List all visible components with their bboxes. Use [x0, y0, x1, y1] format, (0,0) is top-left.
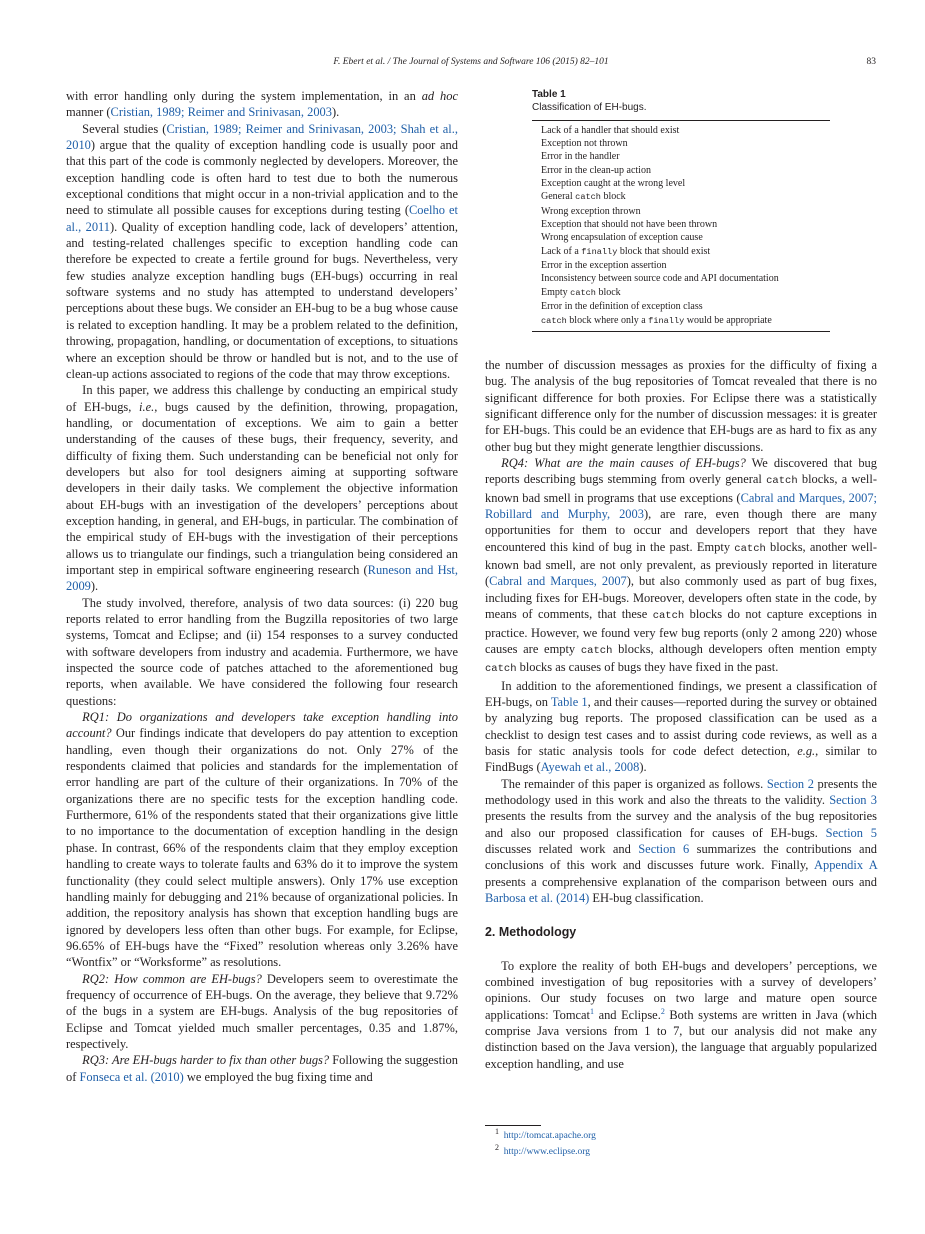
section-link[interactable]: Section 2	[766, 776, 814, 791]
cell-code: catch	[575, 192, 601, 203]
paragraph-this-paper	[66, 382, 458, 594]
text: summarizes the contributions and conclusions of this work and discusses future work. Finally,	[485, 841, 878, 873]
cell-text: block that should exist	[617, 245, 711, 257]
citation-link[interactable]: Barbosa et al. (2014)	[485, 891, 590, 905]
table-row	[541, 231, 830, 244]
citation-link[interactable]: Coelho et al., 2011	[66, 203, 458, 234]
text: discusses related work and	[485, 841, 639, 856]
research-question: RQ3: Are EH-bugs harder to fix than other bugs?	[82, 1053, 330, 1068]
paragraph-related-studies	[66, 121, 458, 383]
text: ), are rare, even though there are many opportunities for them to occur and developers report that they have encountered this kind of bug in the past. Empty	[485, 507, 877, 554]
table-row	[541, 205, 830, 218]
cell-text: Wrong exception thrown	[541, 205, 641, 217]
cell-code: finally	[648, 315, 685, 326]
citation-link[interactable]: Cristian, 1989; Reimer and Srinivasan, 2003; Shah et al., 2010	[66, 121, 458, 153]
cell-text: Exception that should not have been thrown	[541, 219, 718, 231]
section-link[interactable]: Section 3	[829, 792, 877, 807]
table-row	[541, 177, 830, 190]
text: Following the suggestion of	[66, 1053, 458, 1084]
cell-text: Exception caught at the wrong level	[541, 178, 686, 190]
text: presents the methodology used in this work and also the threats to the validity.	[485, 776, 877, 807]
paragraph-rq3-continued: the number of discussion messages as proxies for the difficulty of fixing a bug. The analysis of the bug repositories of Tomcat revealed that there is no significant difference for both proxies. For Eclipse there was a statistically significant difference only for the number of discussion messages: it is greater for EH-bugs. This could be an evidence that EH-bugs are as hard to fix as any other bug but they might generate lengthier discussions.	[485, 358, 877, 454]
text: Developers seem to overestimate the frequency of occurrence of EH-bugs. On the average, they believe that 9.72% of the bugs in a system are EH-bugs. Analysis of the bug repositories of Eclipse and Tomcat yielded much smaller percentages, 0.35 and 1.87%, respectively.	[66, 971, 458, 1051]
section-link[interactable]: Section 6	[638, 841, 690, 856]
footnote-number: 1	[495, 1126, 499, 1136]
cell-text: block where only a	[566, 314, 649, 326]
footnote-ref[interactable]: 2	[660, 1006, 665, 1016]
footnote-ref[interactable]: 1	[590, 1006, 595, 1016]
cell-text: Error in the exception assertion	[541, 260, 667, 272]
cell-text: block	[600, 191, 626, 203]
footnote	[485, 1142, 877, 1161]
cell-code: finally	[581, 246, 618, 257]
table-row	[541, 124, 830, 137]
text: and Eclipse.	[594, 1007, 661, 1022]
citation-link[interactable]: Cabral and Marques, 2007	[489, 574, 627, 589]
inline-code: catch	[580, 644, 613, 657]
cell-text: Lack of a	[541, 245, 582, 257]
text: In this paper, we address this challenge by conducting an empirical study of EH-bugs,	[66, 383, 458, 414]
text: ).	[639, 760, 647, 775]
research-question: RQ4: What are the main causes of EH-bugs?	[501, 456, 746, 471]
cell-text: General	[541, 191, 576, 203]
table-row	[541, 164, 830, 177]
text: ) argue that the quality of exception handling code is usually poor and that this part of the code is commonly neglected by developers. Moreover, the exception handling code is often hard to test due to both the numerous exceptional conditions that might occur in a non-trivial application and to the need to stimulate all possible causes for exceptions during testing (	[66, 138, 458, 218]
text: , and their causes—reported during the survey or obtained by analyzing bug reports. The proposed classification can be used as a checklist to design test cases and to assist during code reviews, as well as a basis for static analysis tools for code defect detection,	[485, 694, 877, 758]
text: The remainder of this paper is organized as follows.	[501, 776, 767, 791]
table-rows	[532, 124, 830, 328]
text: We discovered that bug reports describing bugs stemming from overly general	[485, 456, 877, 487]
citation-link[interactable]: Fonseca et al. (2010)	[79, 1069, 184, 1084]
table-row	[541, 272, 830, 285]
text: ), but also commonly used as part of bug fixes, including fixes for EH-bugs. Moreover, developers often state in the code, by means of comments, that these	[485, 574, 877, 622]
text: blocks, another well-known bad smell, are not only prevalent, as previously reported in literature (	[485, 539, 877, 589]
appendix-link[interactable]: Appendix A	[814, 858, 877, 873]
cell-code: catch	[541, 315, 567, 326]
text: , bugs caused by the definition, throwing, propagation, handling, or documentation of exceptions. We aim to gain a better understanding of the causes of these bugs, their frequency, severity, and difficulty of fixing them. Such understanding can be beneficial not only for developers but also for tool designers aiming at supporting software developers in their daily tasks. We complement the objective information about EH-bugs with an investigation of the developers’ perceptions about exception handing, in general, and EH-bugs, in particular. The combination of the empirical study of EH-bugs with the investigation of their perceptions allows us to triangulate our findings, such a triangulation being considered an important step in empirical software engineering research (	[66, 399, 458, 577]
text-italic: i.e.	[139, 399, 155, 414]
text: we employed the bug fixing time and	[183, 1069, 373, 1084]
table-row	[541, 300, 830, 313]
text: EH-bug classification.	[589, 891, 704, 905]
paragraph-rq2	[66, 971, 458, 1053]
text: , similar to FindBugs (	[485, 743, 878, 775]
running-title: F. Ebert et al. / The Journal of Systems and Software 106 (2015) 82–101	[333, 57, 609, 67]
table-row	[541, 150, 830, 163]
text: blocks as causes of bugs they have fixed in the past.	[516, 660, 779, 675]
citation-link[interactable]: Cristian, 1989; Reimer and Srinivasan, 2003	[110, 105, 332, 120]
text: blocks, although developers often mention empty	[612, 641, 877, 656]
left-column	[66, 88, 458, 1085]
cell-text: Wrong encapsulation of exception cause	[541, 232, 703, 244]
paragraph-intro-end	[66, 88, 458, 121]
footnote-url-link[interactable]: http://www.eclipse.org	[503, 1146, 591, 1157]
cell-text: Exception not thrown	[541, 138, 628, 150]
text: blocks do not capture exceptions in practice. However, we found very few bug reports (only 2 among 220) whose causes are empty	[485, 607, 877, 656]
citation-link[interactable]: Cabral and Marques, 2007; Robillard and Murphy, 2003	[485, 490, 877, 522]
paragraph-rq3	[66, 1052, 458, 1085]
section-link[interactable]: Section 5	[825, 825, 878, 840]
table-row	[541, 259, 830, 272]
footnote	[485, 1126, 877, 1145]
paragraph-organization	[485, 776, 877, 907]
text: Several studies (	[82, 121, 167, 136]
section-heading: 2. Methodology	[485, 925, 577, 940]
paragraph-rq1	[66, 709, 458, 971]
cell-text: Lack of a handler that should exist	[541, 124, 680, 136]
text: with error handling only during the system implementation, in an	[66, 89, 422, 103]
paragraph-classification	[485, 678, 877, 776]
table-row	[541, 314, 830, 328]
inline-code: catch	[652, 610, 685, 623]
table-row	[541, 190, 830, 204]
text: To explore the reality of both EH-bugs and developers’ perceptions, we combined investigation of bug repositories with a survey of developers’ opinions. Our study focuses on two large and mature open source applications: Tomcat	[485, 958, 877, 1022]
table-top-rule	[532, 120, 830, 121]
table-row	[541, 218, 830, 231]
text-italic: e.g.	[797, 743, 816, 758]
cell-text: Inconsistency between source code and API documentation	[541, 273, 779, 285]
table-1	[532, 88, 830, 332]
text: ).	[331, 105, 340, 120]
table-row	[541, 137, 830, 150]
footnotes	[485, 1125, 877, 1160]
table-row	[541, 245, 830, 259]
cell-text: block	[595, 286, 621, 298]
inline-code: catch	[734, 542, 766, 555]
footnote-number: 2	[495, 1142, 499, 1152]
table-label: Table 1	[532, 89, 566, 100]
footnote-rule	[485, 1125, 541, 1126]
running-header	[66, 57, 876, 71]
citation-link[interactable]: Runeson and Hst, 2009	[66, 562, 458, 594]
table-link[interactable]: Table 1	[550, 694, 588, 709]
text: manner (	[66, 105, 111, 120]
text: ).	[90, 579, 99, 594]
text: Our findings indicate that developers do pay attention to exception handling, even though their organizations do not. Only 27% of the respondents claimed that policies and standards for the implementation of error handling are part of the culture of their organizations. In 70% of the organizations there are no specific tests for the exception handling code. Furthermore, 61% of the respondents stated that their organizations give little to no importance to the documentation of exception handling in the design phase. In contrast, 66% of the respondents claim that they employ exception handling to create ways to tolerate faults and 63% do it to improve the system functionality (they could select multiple answers). Only 17% use exception handling mainly for debugging and 21% because of organizational policies. In addition, the repository analysis has shown that exception handling bugs are ignored by developers less often than other bugs. For example, for Eclipse, 96.65% of EH-bugs have the “Fixed” resolution whereas only 3.26% have “Wontfix” or “Worksforme” as resolutions.	[66, 726, 458, 970]
page-number: 83	[866, 57, 876, 67]
text: presents a comprehensive explanation of the comparison between ours and	[485, 874, 877, 889]
footnote-url-link[interactable]: http://tomcat.apache.org	[503, 1131, 596, 1141]
right-column	[485, 357, 877, 1072]
cell-code: catch	[570, 287, 596, 298]
citation-link[interactable]: Ayewah et al., 2008	[540, 760, 640, 775]
table-row	[541, 286, 830, 300]
paragraph-data-sources: The study involved, therefore, analysis of two data sources: (i) 220 bug reports related to error handling from the Bugzilla repositories of two large systems, Tomcat and Eclipse; and (ii) 154 responses to a survey conducted with software developers from industry and academia. Furthermore, we have inspected the source code of patches attached to the aforementioned bug reports, when available. We have considered the following four research questions:	[66, 595, 458, 708]
inline-code: catch	[485, 663, 517, 676]
table-caption: Classification of EH-bugs.	[532, 102, 647, 114]
cell-text: Error in the clean-up action	[541, 164, 651, 176]
table-bottom-rule	[532, 331, 830, 332]
inline-code: catch	[766, 475, 798, 488]
research-question: RQ2: How common are EH-bugs?	[82, 971, 262, 986]
text: Both systems are written in Java (which comprise Java versions from 1 to 7, but our analysis did not make any distinction based on the Java version), the language that arguably popularized exception handling, and use	[485, 1007, 877, 1071]
text: ). Quality of exception handling code, lack of developers’ attention, and testing-related challenges specific to exception handling code can therefore be expected to create a fertile ground for bugs. Nevertheless, very few studies analyze exception handling bugs (EH-bugs) occurring in real software systems and no study has attempted to understand developers’ perceptions about these bugs. We consider an EH-bug to be a bug whose cause is related to exception handling. It may be a problem related to the definition, throwing, propagation, handling, or documentation of exceptions, to situations where an exception should be throw or handled but is not, and to the use of clean-up actions associated to regions of the code that may throw exceptions.	[66, 219, 458, 381]
cell-text: would be appropriate	[684, 314, 772, 326]
text-italic: ad hoc	[421, 89, 458, 103]
text: presents the results from the survey and the analysis of the bug repositories and also our proposed classification for causes of EH-bugs.	[485, 809, 877, 840]
cell-text: Error in the definition of exception class	[541, 301, 703, 313]
cell-text: Error in the handler	[541, 151, 620, 163]
cell-text: Empty	[541, 286, 571, 298]
paragraph-methodology	[485, 958, 877, 1072]
paragraph-rq4	[485, 455, 877, 677]
research-question: RQ1: Do organizations and developers take exception handling into account?	[66, 710, 458, 741]
text: blocks, a well-known bad smell in programs that use exceptions (	[485, 472, 877, 505]
text: In addition to the aforementioned findings, we present a classification of EH-bugs, on	[485, 678, 877, 709]
